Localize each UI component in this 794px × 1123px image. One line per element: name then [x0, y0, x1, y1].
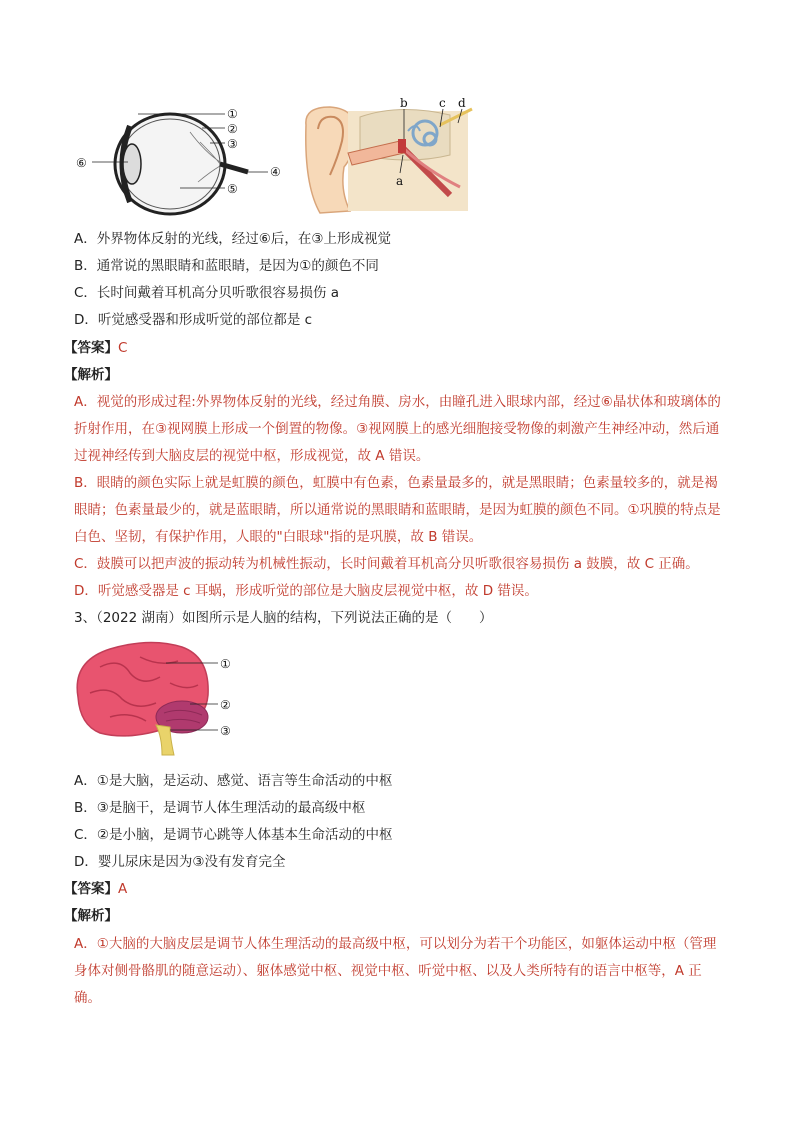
brain-label-1: ①	[220, 657, 231, 671]
q2-option-b: B．通常说的黑眼睛和蓝眼睛，是因为①的颜色不同	[74, 258, 379, 274]
q2-analysis-b: B．眼睛的颜色实际上就是虹膜的颜色，虹膜中有色素，色素量最多的，就是黑眼睛；色素量较多的，就是褐眼睛；色素量最少的，就是蓝眼睛，所以通常说的黑眼睛和蓝眼睛，是因为虹膜的颜色不同。①巩膜的特点是白色、坚韧，有保护作用，人眼的"白眼球"指的是巩膜，故 B 错误。	[74, 475, 721, 545]
q3-analysis-label: 【解析】	[64, 908, 118, 924]
ear-illustration	[306, 107, 472, 213]
q2-analysis-a: A．视觉的形成过程:外界物体反射的光线，经过角膜、房水，由瞳孔进入眼球内部，经过⑥晶状体和玻璃体的折射作用，在③视网膜上形成一个倒置的物像。③视网膜上的感光细胞接受物像的刺激产生神经冲动，然后通过视神经传到大脑皮层的视觉中枢，形成视觉，故 A 错误。	[74, 394, 721, 464]
q2-analysis-c: C．鼓膜可以把声波的振动转为机械性振动，长时间戴着耳机高分贝听歌很容易损伤 a 鼓膜，故 C 正确。	[74, 556, 699, 572]
q3-option-b: B．③是脑干，是调节人体生理活动的最高级中枢	[74, 800, 366, 816]
q3-answer	[64, 879, 127, 899]
q3-stem: 3、（2022 湖南）如图所示是人脑的结构，下列说法正确的是（ ）	[74, 610, 493, 626]
eye-diagram	[70, 102, 290, 217]
brain-diagram	[70, 637, 250, 757]
ear-diagram	[300, 95, 480, 220]
q2-option-d: D．听觉感受器和形成听觉的部位都是 c	[74, 312, 313, 328]
brain-illustration	[77, 642, 208, 755]
eye-label-5: ⑤	[227, 182, 238, 196]
ear-label-c: c	[439, 96, 446, 110]
eye-label-3: ③	[227, 137, 238, 151]
q2-analysis-d: D．听觉感受器是 c 耳蜗，形成听觉的部位是大脑皮层视觉中枢，故 D 错误。	[74, 583, 538, 599]
q3-option-c: C．②是小脑，是调节心跳等人体基本生命活动的中枢	[74, 827, 393, 843]
eye-label-2: ②	[227, 122, 238, 136]
eye-label-4: ④	[270, 165, 281, 179]
ear-label-d: d	[458, 96, 466, 110]
q2-answer	[64, 338, 127, 358]
answer-label: 【答案】	[64, 340, 118, 356]
answer-value: A	[118, 881, 128, 897]
answer-value: C	[118, 340, 128, 356]
q2-option-a: A．外界物体反射的光线，经过⑥后，在③上形成视觉	[74, 231, 391, 247]
q2-option-c: C．长时间戴着耳机高分贝听歌很容易损伤 a	[74, 285, 339, 301]
q3-option-a: A．①是大脑，是运动、感觉、语言等生命活动的中枢	[74, 773, 393, 789]
q2-analysis-label: 【解析】	[64, 367, 118, 383]
eye-label-6: ⑥	[76, 156, 87, 170]
q3-analysis-a: A．①大脑的大脑皮层是调节人体生理活动的最高级中枢，可以划分为若干个功能区，如躯体运动中枢（管理身体对侧骨骼肌的随意运动）、躯体感觉中枢、视觉中枢、听觉中枢、以及人类所特有的语言中枢等，A 正确。	[74, 936, 717, 1006]
eye-label-1: ①	[227, 107, 238, 121]
q3-option-d: D．婴儿尿床是因为③没有发育完全	[74, 854, 286, 870]
brain-label-3: ③	[220, 724, 231, 738]
ear-label-a: a	[396, 174, 404, 188]
ear-label-b: b	[400, 96, 408, 110]
answer-label: 【答案】	[64, 881, 118, 897]
brain-label-2: ②	[220, 698, 231, 712]
